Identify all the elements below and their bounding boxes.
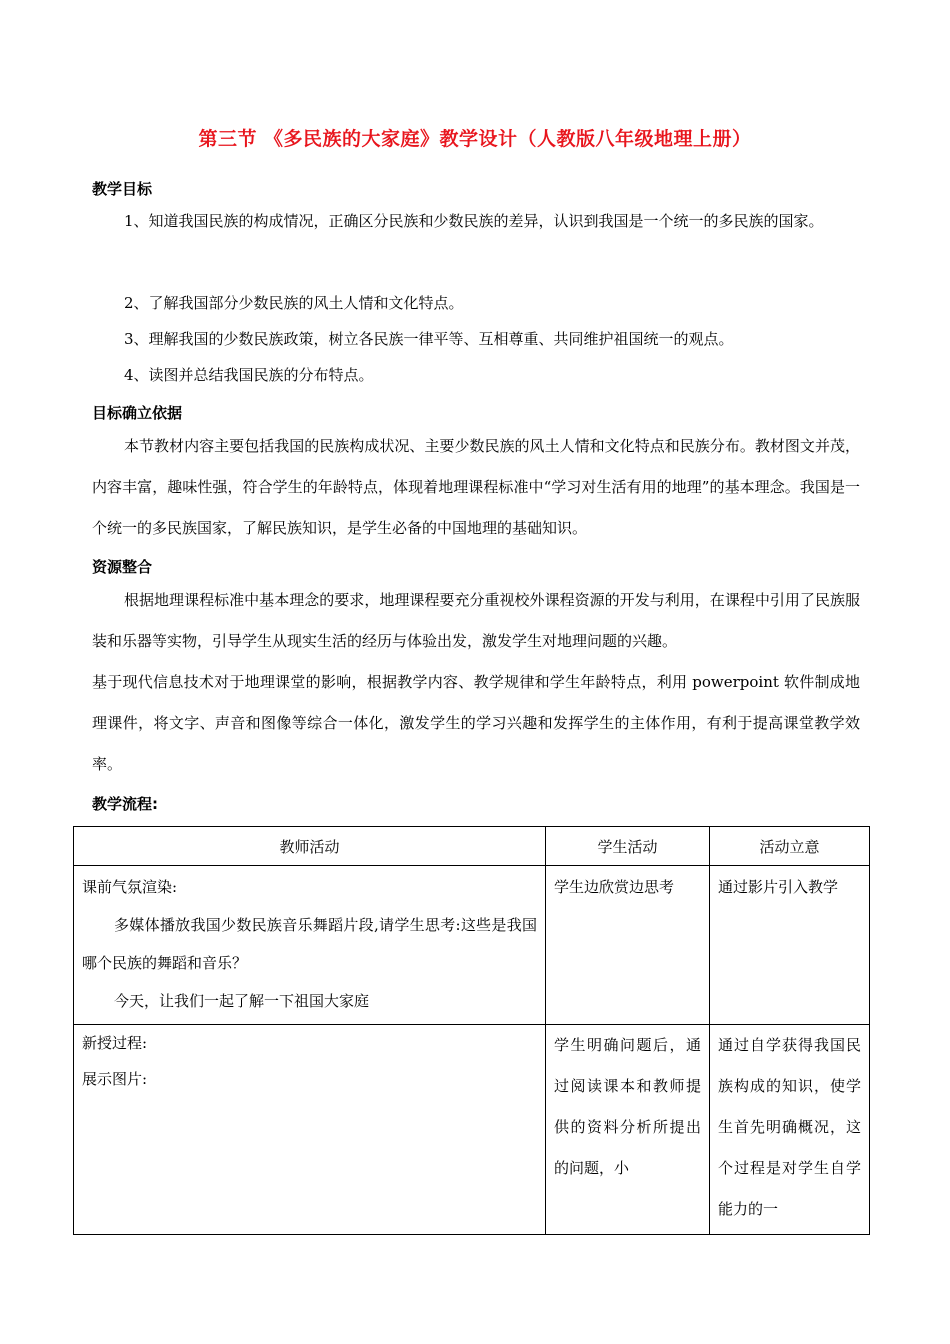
resources-text-2: 基于现代信息技术对于地理课堂的影响，根据教学内容、教学规律和学生年龄特点，利用 powerpoint 软件制成地理课件，将文字、声音和图像等综合一体化，激发学生的学习兴趣和发挥学生的主体作用，有利于提高课堂教学效率。 [92,673,860,773]
student-activity-text: 学生明确问题后，通过阅读课本和教师提供的资料分析所提出的问题，小 [554,1036,701,1177]
teacher-activity-text: 今天，让我们一起了解一下祖国大家庭 [114,992,370,1010]
teacher-activity-title: 课前气氛渲染: [82,878,178,896]
activity-intent-text: 通过自学获得我国民族构成的知识，使学生首先明确概况，这个过程是对学生自学能力的一 [718,1036,861,1218]
teacher-activity-title: 新授过程: [82,1034,148,1052]
page-title: 第三节 《多民族的大家庭》教学设计（人教版八年级地理上册） [198,128,752,150]
student-activity-cell [546,1025,710,1235]
goal-item-1: 1、知道我国民族的构成情况，正确区分民族和少数民族的差异，认识到我国是一个统一的多民族的国家。 [124,212,824,230]
goal-basis-text: 本节教材内容主要包括我国的民族构成状况、主要少数民族的风土人情和文化特点和民族分布。教材图文并茂，内容丰富，趣味性强，符合学生的年龄特点，体现着地理课程标准中“学习对生活有用的地理”的基本理念。我国是一个统一的多民族国家，了解民族知识，是学生必备的中国地理的基础知识。 [92,437,860,537]
goal-item-4: 4、读图并总结我国民族的分布特点。 [124,366,374,384]
table-row [74,1025,870,1235]
heading-resources: 资源整合 [92,558,153,576]
teacher-activity-text: 多媒体播放我国少数民族音乐舞蹈片段,请学生思考:这些是我国哪个民族的舞蹈和音乐？ [82,916,537,972]
goal-item-2: 2、了解我国部分少数民族的风土人情和文化特点。 [124,294,464,312]
header-student-activity: 学生活动 [546,827,710,866]
resources-text-1: 根据地理课程标准中基本理念的要求，地理课程要充分重视校外课程资源的开发与利用，在课程中引用了民族服装和乐器等实物，引导学生从现实生活的经历与体验出发，激发学生对地理问题的兴趣。 [92,591,860,650]
teacher-activity-cell [74,1025,546,1235]
student-activity-text: 学生边欣赏边思考 [554,878,675,896]
heading-teaching-goals: 教学目标 [92,180,153,198]
heading-goal-basis: 目标确立依据 [92,404,183,422]
activity-intent-text: 通过影片引入教学 [718,878,839,896]
teaching-flow-table [73,826,870,1235]
header-activity-intent: 活动立意 [710,827,870,866]
table-row [74,866,870,1025]
header-teacher-activity: 教师活动 [74,827,546,866]
teacher-activity-cell [74,866,546,1025]
teacher-activity-text: 展示图片: [82,1070,148,1088]
activity-intent-cell [710,866,870,1025]
heading-teaching-flow: 教学流程: [92,795,158,813]
table-header-row [74,827,870,866]
goal-item-3: 3、理解我国的少数民族政策，树立各民族一律平等、互相尊重、共同维护祖国统一的观点。 [124,330,734,348]
student-activity-cell [546,866,710,1025]
activity-intent-cell [710,1025,870,1235]
